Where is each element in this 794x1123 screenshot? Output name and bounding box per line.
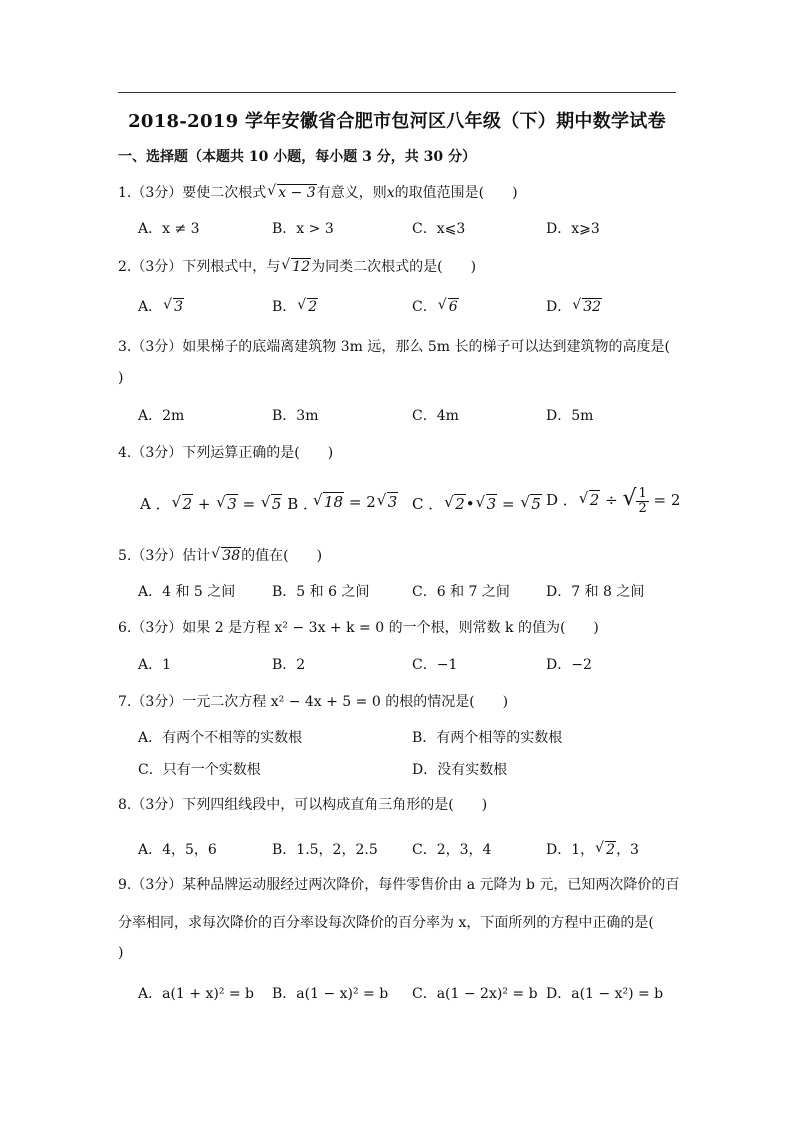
- question-4: 4.（3分）下列运算正确的是( ): [118, 445, 334, 461]
- question-8: 8.（3分）下列四组线段中，可以构成直角三角形的是( ): [118, 797, 488, 813]
- q3-option-d[interactable]: D．5m: [546, 408, 594, 424]
- q7-option-b[interactable]: B．有两个相等的实数根: [412, 730, 563, 746]
- q8-option-b[interactable]: B．1.5，2，2.5: [272, 842, 378, 858]
- q4-option-d[interactable]: D ．√ 2 ÷ √ $\frac{1}{2}$ = 2: [546, 486, 680, 516]
- q1-option-c[interactable]: C．x⩽3: [412, 221, 466, 237]
- q9-option-d[interactable]: D．a(1 − x²) = b: [546, 986, 664, 1002]
- q3-option-c[interactable]: C．4m: [412, 408, 459, 424]
- question-9-cont2: ): [118, 945, 124, 961]
- q8-option-c[interactable]: C．2，3，4: [412, 842, 492, 858]
- q6-option-c[interactable]: C．−1: [412, 657, 458, 673]
- q2-option-d[interactable]: D．√ 32: [546, 296, 602, 316]
- q8-option-a[interactable]: A．4，5，6: [138, 842, 217, 858]
- q6-option-a[interactable]: A．1: [138, 657, 172, 673]
- radical: √ 12: [282, 259, 311, 275]
- question-3-cont: ): [118, 370, 124, 386]
- q5-option-d[interactable]: D．7 和 8 之间: [546, 584, 645, 600]
- question-5: 5.（3分）估计√ 38的值在( ): [118, 545, 322, 565]
- q2-option-c[interactable]: C．√ 6: [412, 296, 459, 316]
- page-title: 2018-2019 学年安徽省合肥市包河区八年级（下）期中数学试卷: [128, 111, 666, 132]
- q2-option-b[interactable]: B．√ 2: [272, 296, 318, 316]
- question-7: 7.（3分）一元二次方程 x² − 4x + 5 = 0 的根的情况是( ): [118, 694, 509, 710]
- question-9: 9.（3分）某种品牌运动服经过两次降价，每件零售价由 a 元降为 b 元，已知两次降价的百: [118, 877, 680, 893]
- q4-option-b[interactable]: √ 18 = 2√ 3: [312, 493, 398, 511]
- q7-option-c[interactable]: C．只有一个实数根: [138, 762, 261, 778]
- q3-option-a[interactable]: A．2m: [138, 408, 185, 424]
- radical: √ x − 3: [268, 185, 316, 201]
- q1-option-b[interactable]: B．x > 3: [272, 221, 334, 237]
- q4-option-a[interactable]: A ．√ 2 + √ 3 = √ 5 B ．: [140, 493, 318, 514]
- q4-option-c[interactable]: C ．√ 2•√ 3 = √ 5: [412, 493, 542, 514]
- q6-option-d[interactable]: D．−2: [546, 657, 592, 673]
- q2-option-a[interactable]: A．√ 3: [138, 296, 184, 316]
- q8-option-d[interactable]: D．1，√ 2，3: [546, 839, 639, 859]
- section-heading: 一、选择题（本题共 10 小题，每小题 3 分，共 30 分）: [118, 149, 476, 165]
- question-9-cont: 分率相同，求每次降价的百分率设每次降价的百分率为 x，下面所列的方程中正确的是(: [118, 915, 654, 931]
- question-2: 2.（3分）下列根式中，与√ 12为同类二次根式的是( ): [118, 256, 476, 276]
- q5-option-a[interactable]: A．4 和 5 之间: [138, 584, 236, 600]
- q9-option-b[interactable]: B．a(1 − x)² = b: [272, 986, 389, 1002]
- question-1: 1.（3分）要使二次根式√ x − 3有意义，则x的取值范围是( ): [118, 182, 518, 202]
- q6-option-b[interactable]: B．2: [272, 657, 306, 673]
- q9-option-a[interactable]: A．a(1 + x)² = b: [138, 986, 255, 1002]
- q7-option-a[interactable]: A．有两个不相等的实数根: [138, 730, 303, 746]
- q1-option-d[interactable]: D．x⩾3: [546, 221, 600, 237]
- question-6: 6.（3分）如果 2 是方程 x² − 3x + k = 0 的一个根，则常数 k 的值为( ): [118, 620, 599, 636]
- q5-option-b[interactable]: B．5 和 6 之间: [272, 584, 370, 600]
- question-3: 3.（3分）如果梯子的底端离建筑物 3m 远，那么 5m 长的梯子可以达到建筑物的高度是(: [118, 339, 670, 355]
- q5-option-c[interactable]: C．6 和 7 之间: [412, 584, 510, 600]
- q3-option-b[interactable]: B．3m: [272, 408, 319, 424]
- q7-option-d[interactable]: D．没有实数根: [412, 762, 508, 778]
- q1-option-a[interactable]: A．x ≠ 3: [138, 221, 200, 237]
- header-rule: [118, 92, 676, 93]
- q9-option-c[interactable]: C．a(1 − 2x)² = b: [412, 986, 538, 1002]
